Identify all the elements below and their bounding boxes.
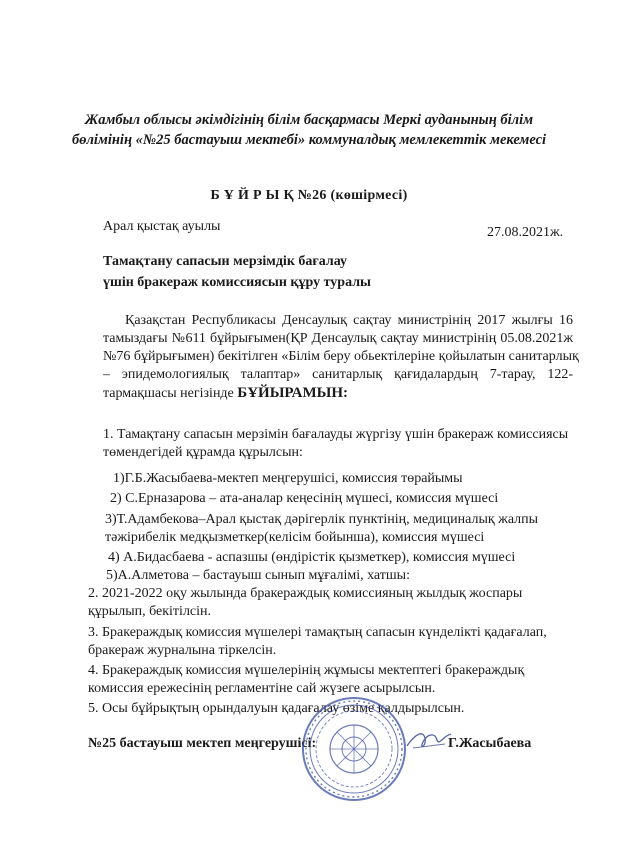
preamble-line-1: Қазақстан Республикасы Денсаулық сақтау министрінің 2017 жылғы 16 [125,313,573,328]
signature-name: Г.Жасыбаева [448,736,532,751]
item-2-line-2: құрылып, бекітілсін. [88,604,212,619]
header-line-1: Жамбыл облысы әкімдігінің білім басқармасы Меркі ауданының білім [84,112,534,128]
member-4: 4) А.Бидасбаева - аспазшы (өндірістік қызметкер), комиссия мүшесі [108,550,516,565]
item-1-line-1: 1. Тамақтану сапасын мерзімін бағалауды жүргізу үшін бракераж комиссиясы [103,427,569,442]
official-stamp-icon [300,695,408,803]
item-1-line-2: төмендегідей құрамда құрылсын: [103,445,303,460]
member-3-line-2: тәжірибелік медқызметкер(келісім бойынша), комиссия мүшесі [105,530,485,545]
preamble-basis: тармақшасы негізінде [103,386,234,401]
preamble-line-5 [103,385,348,402]
item-4-line-2: комиссия ережесінің регламентіне сай жүзеге асырылсын. [88,681,436,696]
order-title: Б Ұ Й Р Ы Қ №26 (көшірмесі) [210,188,408,203]
item-3-line-2: бракераж журналына тіркелсін. [88,643,277,658]
preamble-line-4: – эпидемологиялық талаптар» санитарлық қағидалардың 7-тарау, 122- [103,367,573,382]
handwritten-signature-icon [405,726,455,754]
item-3-line-1: 3. Бракераждық комиссия мүшелері тамақтың сапасын күнделікті қадағалап, [88,625,547,640]
subject-line-1: Тамақтану сапасын мерзімдік бағалау [103,254,348,269]
member-5: 5)А.Алметова – бастауыш сынып мұғалімі, хатшы: [106,568,410,583]
member-1: 1)Г.Б.Жасыбаева-мектеп меңгерушісі, комиссия төрайымы [113,471,463,486]
order-place: Арал қыстақ ауылы [103,219,221,234]
item-5: 5. Осы бұйрықтың орындалуын қадағалау өзіме қалдырылсын. [88,701,465,716]
member-2: 2) С.Ерназарова – ата-аналар кеңесінің мүшесі, комиссия мүшесі [110,491,499,506]
item-2-line-1: 2. 2021-2022 оқу жылында бракераждық комиссияның жылдық жоспары [88,586,523,601]
order-date: 27.08.2021ж. [487,225,564,240]
header-line-2: бөлімінің «№25 бастауыш мектебі» коммуналдық мемлекеттік мекемесі [71,132,547,148]
order-word: БҰЙЫРАМЫН: [237,385,349,401]
signature-position: №25 бастауыш мектеп меңгерушісі: [88,736,317,751]
item-4-line-1: 4. Бракераждық комиссия мүшелерінің жұмысы мектептегі бракераждық [88,663,525,678]
subject-line-2: үшін бракераж комиссиясын құру туралы [103,275,371,290]
member-3-line-1: 3)Т.Адамбекова–Арал қыстақ дәрігерлік пунктінің, медициналық жалпы [105,512,539,527]
preamble-line-2: тамыздағы №611 бұйрығымен(ҚР Денсаулық сақтау министрінің 05.08.2021ж [103,331,573,346]
preamble-line-3: №76 бұйрығымен) бекітілген «Білім беру обьектілеріне қойылатын санитарлық [103,349,579,364]
